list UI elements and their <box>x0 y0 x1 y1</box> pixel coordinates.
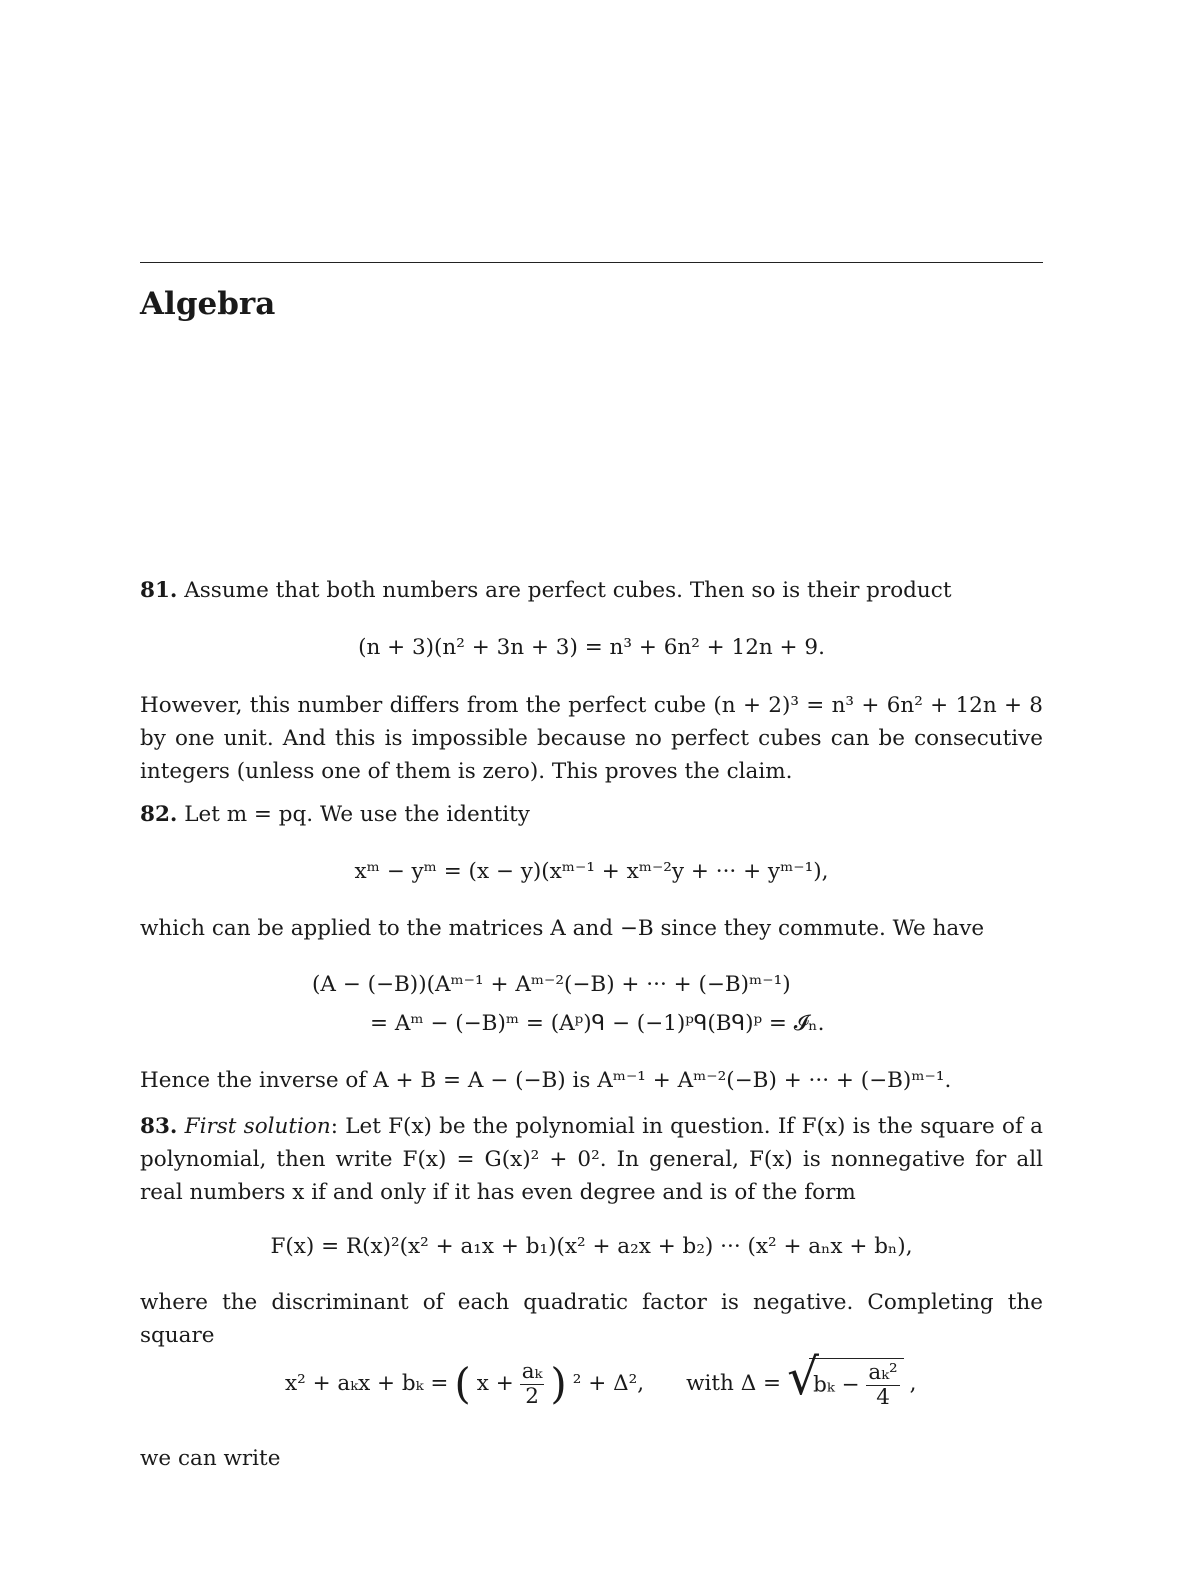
fraction-denominator: 4 <box>876 1385 890 1410</box>
problem-text: Assume that both numbers are perfect cubes. Then so is their product <box>177 578 952 603</box>
problem-82-intro <box>140 798 1043 831</box>
problem-number: 81. <box>140 578 178 603</box>
eq-lhs: x² + aₖx + bₖ = <box>285 1371 449 1396</box>
problem-text: Let m = pq. We use the identity <box>177 802 530 827</box>
equation-82-line1: (A − (−B))(Aᵐ⁻¹ + Aᵐ⁻²(−B) + ··· + (−B)ᵐ⁻¹) <box>312 972 791 997</box>
open-paren: ( <box>454 1359 471 1408</box>
problem-number: 82. <box>140 802 178 827</box>
sqrt-term: bₖ − <box>813 1372 860 1398</box>
fraction-numerator: aₖ² <box>868 1360 898 1385</box>
equation-82-line2: = Aᵐ − (−B)ᵐ = (Aᵖ)ᑫ − (−1)ᵖᑫ(Bᑫ)ᵖ = 𝓘ₙ. <box>370 1011 825 1036</box>
fraction-ak2-over-4 <box>866 1361 899 1410</box>
fraction-ak-over-2 <box>520 1360 545 1409</box>
problem-83-last-line: we can write <box>140 1446 281 1471</box>
problem-83-intro <box>140 1110 1043 1209</box>
equation-83-completing-square <box>285 1348 917 1410</box>
eq-end-comma: , <box>909 1371 917 1396</box>
eq-after: ² + Δ², <box>572 1371 645 1396</box>
chapter-title: Algebra <box>140 286 276 322</box>
equation-81: (n + 3)(n² + 3n + 3) = n³ + 6n² + 12n + 9. <box>358 635 825 660</box>
problem-81-intro <box>140 574 1043 607</box>
square-root <box>787 1348 904 1410</box>
with-label: with Δ = <box>686 1371 782 1396</box>
problem-number: 83. <box>140 1114 178 1139</box>
radicand <box>809 1358 904 1410</box>
fraction-numerator: aₖ <box>521 1358 543 1384</box>
equation-82-identity: xᵐ − yᵐ = (x − y)(xᵐ⁻¹ + xᵐ⁻²y + ··· + yᵐ⁻¹), <box>354 859 829 884</box>
close-paren: ) <box>550 1359 567 1408</box>
header-rule <box>140 262 1043 263</box>
equation-83-factorization: F(x) = R(x)²(x² + a₁x + b₁)(x² + a₂x + b₂) ··· (x² + aₙx + bₙ), <box>270 1234 913 1259</box>
problem-83-continuation: where the discriminant of each quadratic factor is negative. Completing the square <box>140 1290 1043 1348</box>
fraction-denominator: 2 <box>525 1383 539 1409</box>
problem-82-conclusion: Hence the inverse of A + B = A − (−B) is Aᵐ⁻¹ + Aᵐ⁻²(−B) + ··· + (−B)ᵐ⁻¹. <box>140 1068 952 1093</box>
problem-text: : Let F(x) be the polynomial in question. If F(x) is the square of a polynomial, then write F(x) = G(x)² + 0². In general, F(x) is nonnegative for all real numbers x if and only if it has even degree and is of the form <box>140 1114 1043 1205</box>
radical-sign: √ <box>787 1348 819 1406</box>
problem-82-continuation: which can be applied to the matrices A and −B since they commute. We have <box>140 916 985 941</box>
eq-x-plus: x + <box>476 1371 514 1396</box>
problem-81-continuation: However, this number differs from the perfect cube (n + 2)³ = n³ + 6n² + 12n + 8 by one unit. And this is impossible because no perfect cubes can be consecutive integers (unless one of them is zero). This proves the claim. <box>140 693 1043 784</box>
solution-label: First solution <box>184 1114 331 1139</box>
